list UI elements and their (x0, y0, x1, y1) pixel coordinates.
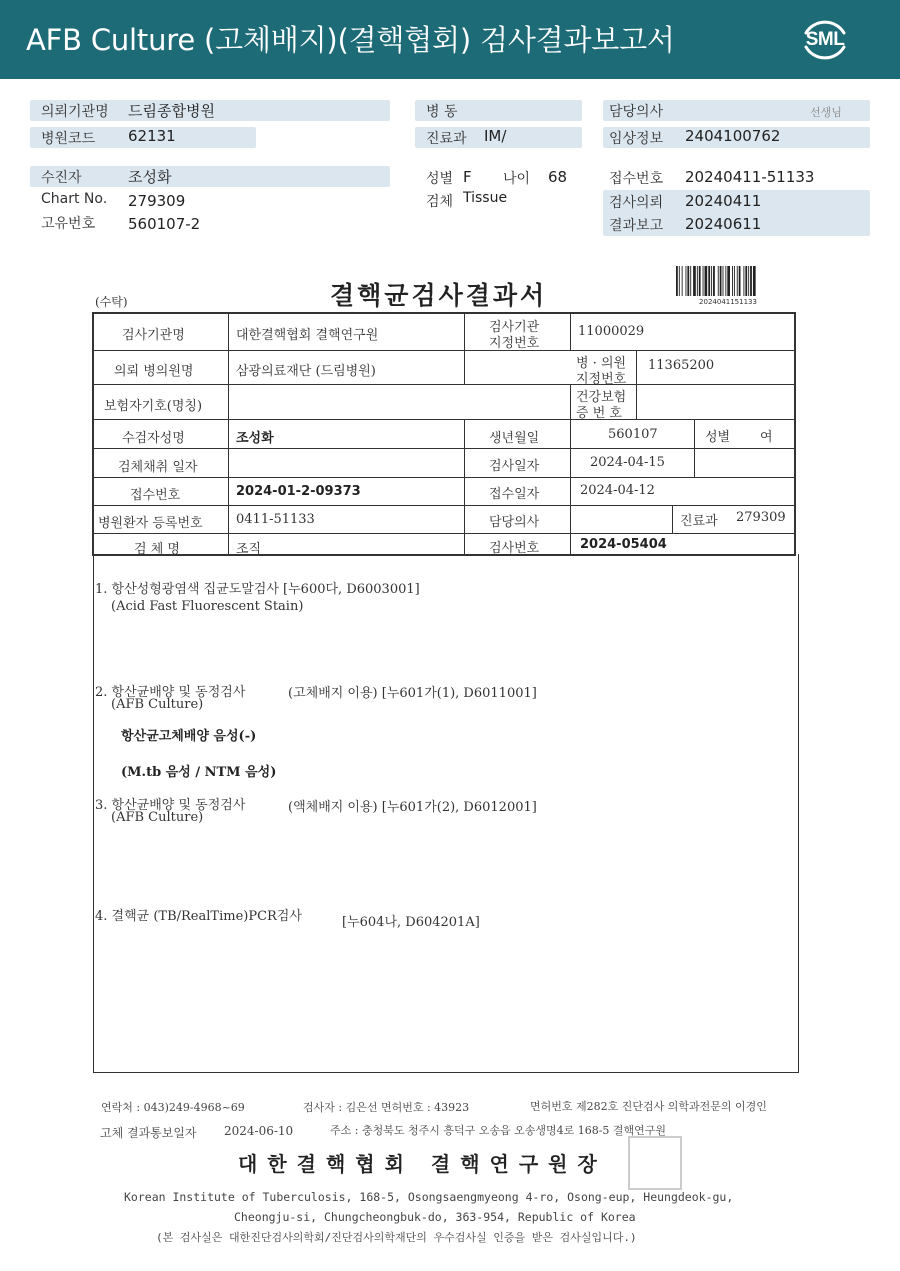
footer-certification: (본 검사실은 대한진단검사의학회/진단검사의학재단의 우수검사실 인증을 받은 검사실입니다.) (156, 1231, 637, 1244)
age-label: 나이 (503, 171, 531, 187)
cell-r8-label2: 검사번호 (489, 541, 540, 556)
patient-name: 조성화 (128, 168, 172, 186)
cell-r5-label: 검체채취 일자 (118, 460, 198, 475)
report-header (0, 0, 900, 79)
department: IM/ (484, 127, 507, 145)
result-2-outcome: 항산균고체배양 음성(-) (121, 729, 257, 744)
sml-logo (798, 13, 852, 67)
report-date-label: 결과보고 (609, 218, 664, 234)
cell-r2-value: 삼광의료재단 (드림병원) (236, 364, 376, 379)
cell-r4-value: 조성화 (236, 431, 274, 446)
chart-label: Chart No. (41, 191, 108, 207)
cell-r8-value2: 2024-05404 (580, 537, 667, 552)
cell-r4-label3: 성별 (705, 430, 731, 445)
cell-r6-value: 2024-01-2-09373 (236, 484, 361, 499)
result-2-outcome-detail: (M.tb 음성 / NTM 음성) (121, 765, 277, 780)
cell-r7-label: 병원환자 등록번호 (98, 516, 203, 531)
result-4-title: 4. 결핵균 (TB/RealTime)PCR검사 (95, 909, 302, 924)
cell-r6-label: 접수번호 (130, 488, 181, 503)
result-2-en: (AFB Culture) (111, 697, 204, 712)
cell-r1-value: 대한결핵협회 결핵연구원 (236, 328, 379, 343)
result-4-sub: [누604나, D604201A] (342, 915, 480, 930)
footer-org-name: 대한결핵협회 결핵연구원장 (238, 1152, 607, 1176)
cell-r2-label2a: 병 · 의원 (576, 356, 627, 371)
receipt-no-label: 접수번호 (609, 171, 664, 187)
hospital-code-label: 병원코드 (41, 131, 96, 147)
cell-r1-label: 검사기관명 (122, 328, 185, 343)
result-3-sub: (액체배지 이용) [누601가(2), D6012001] (288, 800, 537, 815)
result-3-title: 3. 항산균배양 및 동정검사 (95, 798, 246, 813)
official-seal (628, 1136, 682, 1190)
ward-label: 병 동 (426, 104, 458, 120)
footer-contact: 연락처 : 043)249-4968~69 (101, 1101, 245, 1114)
cell-r6-value2: 2024-04-12 (580, 483, 655, 498)
footer-notify-label: 고체 결과통보일자 (100, 1126, 197, 1140)
requesting-org-label: 의뢰기관명 (41, 104, 109, 120)
footer-address-kr: 주소 : 충청북도 청주시 흥덕구 오송읍 오송생명4로 168-5 결핵연구원 (330, 1124, 667, 1137)
cell-r1-label2b: 지정번호 (489, 336, 540, 351)
cell-r3-label2b: 증 번 호 (576, 406, 622, 421)
requesting-org: 드림종합병원 (128, 102, 215, 120)
result-2-sub: (고체배지 이용) [누601가(1), D6011001] (288, 686, 537, 701)
document-title: 결핵균검사결과서 (330, 281, 548, 310)
cell-r7-label3: 진료과 (680, 514, 718, 529)
age: 68 (548, 168, 568, 186)
cell-r4-value2: 560107 (608, 427, 658, 442)
cell-r2-label: 의뢰 병의원명 (114, 364, 194, 379)
cell-r5-value2: 2024-04-15 (590, 455, 665, 470)
patient-label: 수진자 (41, 170, 82, 186)
receipt-no: 20240411-51133 (685, 168, 815, 186)
request-date: 20240411 (685, 192, 762, 210)
cell-r3-label2a: 건강보험 (576, 390, 627, 405)
id-number: 560107-2 (128, 215, 201, 233)
footer-address-en-1: Korean Institute of Tuberculosis, 168-5, Osongsaengmyeong 4-ro, Osong-eup, Heungdeok-gu, (124, 1190, 734, 1204)
specimen-label: 검체 (426, 194, 454, 210)
footer-address-en-2: Cheongju-si, Chungcheongbuk-do, 363-954, Republic of Korea (234, 1210, 636, 1224)
footer-notify-date: 2024-06-10 (224, 1124, 294, 1138)
hospital-code: 62131 (128, 127, 176, 145)
info-bar-patient (30, 166, 390, 187)
cell-r4-label: 수검자성명 (122, 431, 185, 446)
doctor-suffix: 선생님 (810, 106, 842, 119)
id-label: 고유번호 (41, 216, 96, 232)
result-1-en: (Acid Fast Fluorescent Stain) (111, 599, 304, 614)
cell-r6-label2: 접수일자 (489, 487, 540, 502)
cell-r2-value2: 11365200 (648, 358, 715, 373)
cell-r4-value3: 여 (760, 430, 773, 445)
footer-license: 면허번호 제282호 진단검사 의학과전문의 이경인 (530, 1100, 767, 1113)
chart-number: 279309 (128, 192, 186, 210)
clinical-info: 2404100762 (685, 127, 781, 145)
result-2-title: 2. 항산균배양 및 동정검사 (95, 685, 246, 700)
department-label: 진료과 (426, 131, 467, 147)
cell-r7-value: 0411-51133 (236, 512, 315, 527)
cell-r1-label2a: 검사기관 (489, 320, 540, 335)
cell-r3-label: 보험자기호(명칭) (104, 399, 203, 414)
request-date-label: 검사의뢰 (609, 195, 664, 211)
cell-r8-label: 검 체 명 (134, 542, 180, 557)
susak-label: (수탁) (95, 295, 128, 309)
doctor-label: 담당의사 (609, 104, 664, 120)
report-title: AFB Culture (고체배지)(결핵협회) 검사결과보고서 (26, 23, 675, 57)
specimen: Tissue (463, 190, 508, 206)
footer-tester: 검사자 : 김은선 면허번호 : 43923 (303, 1101, 470, 1114)
cell-r5-label2: 검사일자 (489, 459, 540, 474)
sex-label: 성별 (426, 171, 454, 187)
report-date: 20240611 (685, 215, 762, 233)
clinical-info-label: 임상정보 (609, 131, 664, 147)
logo-text: SML (805, 29, 845, 50)
cell-r8-value: 조직 (236, 542, 262, 557)
sex: F (463, 168, 472, 186)
barcode (676, 266, 780, 296)
result-3-en: (AFB Culture) (111, 810, 204, 825)
cell-r4-label2: 생년월일 (489, 431, 540, 446)
barcode-number: 2024041151133 (699, 298, 757, 306)
cell-r1-value2: 11000029 (578, 324, 645, 339)
cell-r2-label2b: 지정번호 (576, 372, 627, 387)
cell-r7-label2: 담당의사 (489, 515, 540, 530)
result-1-title: 1. 항산성형광염색 집균도말검사 [누600다, D6003001] (95, 582, 420, 597)
cell-r7-value3: 279309 (736, 510, 786, 525)
